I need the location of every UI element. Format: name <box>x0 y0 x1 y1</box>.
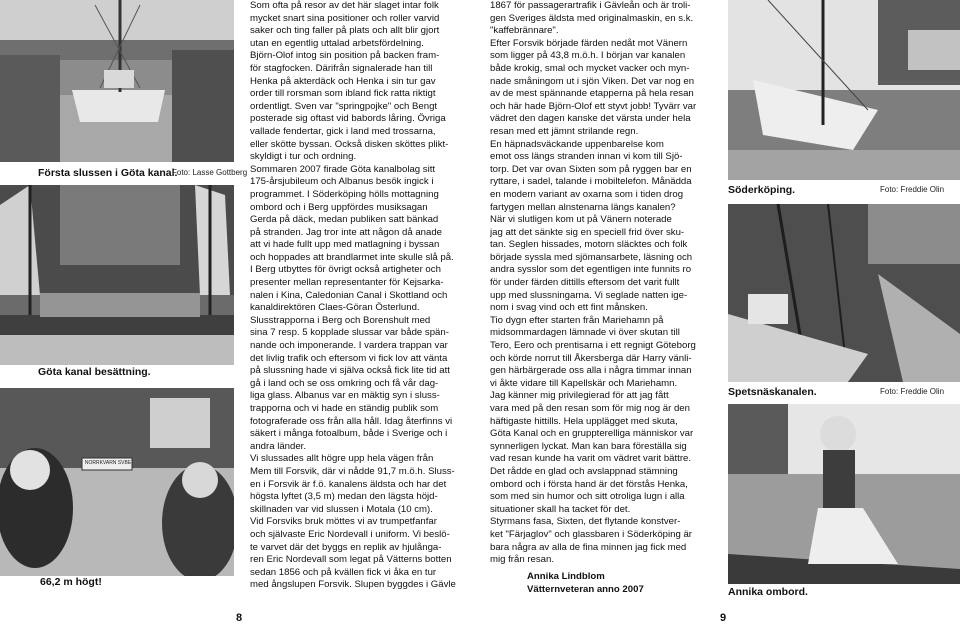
text-line: Mem till Forsvik, där vi nådde 91,7 m.ö.h. Sluss- <box>250 465 455 477</box>
caption-soderkoping: Söderköping. <box>728 184 796 196</box>
text-line: vara med på den resan som för mig nog är den <box>490 403 690 414</box>
text-line: En häpnadsväckande uppenbarelse kom <box>490 138 664 150</box>
photo-first-lock <box>0 0 234 162</box>
caption-first-lock: Första slussen i Göta kanal. <box>38 167 178 179</box>
text-line: te varvet där det byggs en replik av hjulånga- <box>250 541 442 553</box>
text-line: med ångslupen Forsvik. Slupen byggdes i Gävle <box>250 579 456 591</box>
text-line: ombord och i Berg uppfördes musiksagan <box>250 201 428 213</box>
text-line: Som ofta på resor av det här slaget intar folk <box>250 0 439 11</box>
text-line: Styrmans fasa, Sixten, det flytande konstver- <box>490 516 681 528</box>
text-column-left <box>250 0 472 592</box>
text-line: ombord och i första hand är det förstås Henka, <box>490 478 688 490</box>
text-line: och självaste Eric Nordevall i uniform. Vi beslö- <box>250 528 450 540</box>
signature-title: Vätternveteran anno 2007 <box>527 583 644 595</box>
photo-soderkoping <box>728 0 960 180</box>
text-line: "kaffebrännare". <box>490 25 559 37</box>
text-line: kanaldirektören Claes-Göran Österlund. <box>250 302 420 314</box>
text-line: säkert i många fotoalbum, både i Sverige och i <box>250 428 448 440</box>
text-line: andra sysslor som det egentligen inte funnits ro <box>490 264 692 276</box>
text-line: vädret den dagen kanske det värsta under hela <box>490 113 691 125</box>
text-line: fotograferade oss från alla håll. Idag återfinns vi <box>250 415 453 427</box>
text-line: andra länder. <box>250 440 307 452</box>
text-line: sina 7 resp. 5 kopplade slussar var både spän- <box>250 327 449 339</box>
text-line: vallade fendertar, gick i land med trossarna, <box>250 125 436 137</box>
text-line: skyldigt i tur och ordning. <box>250 151 357 163</box>
canal-sign-text: NORRKVARN SVBE <box>84 460 132 466</box>
text-line: ordentligt. Sven var "springpojke" och Bengt <box>250 100 438 112</box>
text-line: Slusstrapporna i Berg och Borenshult med <box>250 314 431 326</box>
text-line: började syssla med sjömansarbete, läsning och <box>490 251 693 263</box>
text-line: utan en egentlig uttalad arbetsfördelning. <box>250 37 424 49</box>
text-column-right <box>490 0 716 567</box>
text-line: midsommardagen lämnade vi över skutan till <box>490 327 680 339</box>
photo-annika <box>728 404 960 584</box>
text-line: som ligger på 43,8 m.ö.h. I början var kanalen <box>490 50 686 62</box>
text-line: Björn-Olof intog sin position på backen fram- <box>250 50 440 62</box>
text-line: nade småningom ut i sjön Viken. Det var nog en <box>490 75 695 87</box>
text-line: både krokig, smal och mycket vacker och myn- <box>490 62 690 74</box>
page-number-left: 8 <box>236 612 243 624</box>
credit-spetsnas: Foto: Freddie Olin <box>880 387 945 396</box>
text-line: 175-årsjubileum och Albanus besök ingick i <box>250 176 434 188</box>
signature-block <box>527 571 727 596</box>
credit-soderkoping: Foto: Freddie Olin <box>880 185 945 194</box>
text-line: Det rådde en glad och avslappnad stämning <box>490 465 678 477</box>
text-line: Jag känner mig privilegierad för att jag fått <box>490 390 669 402</box>
text-line: gen Sveriges äldsta med originalmaskin, en s.k. <box>490 12 694 24</box>
text-line: 1867 för passagerartrafik i Gävleån och är troli- <box>490 0 691 11</box>
text-line: När vi slutligen kom ut på Vänern noterade <box>490 214 672 226</box>
text-line: programmet. I Söderköping hölls mottagning <box>250 188 439 200</box>
caption-crew: Göta kanal besättning. <box>38 366 151 378</box>
text-line: och här hade Björn-Olof ett styvt jobb! Tyvärr var <box>490 100 697 112</box>
text-line: Efter Forsvik började färden nedåt mot Vänern <box>490 37 688 49</box>
text-line: vi åkte vidare till Kapellskär och Mariehamn. <box>490 377 678 389</box>
photo-height <box>0 388 234 576</box>
text-line: saker och ting faller på plats och allt blir gjort <box>250 25 440 37</box>
text-line: trapporna och vi hade en ständig publik som <box>250 403 439 414</box>
text-line: Gerda på däck, medan publiken satt bänkad <box>250 214 439 226</box>
text-line: bara några av alla de fina minnen jag fick med <box>490 541 687 553</box>
text-line: och körde norrut till Åkersberga där Harry vänli- <box>490 352 692 364</box>
text-line: nom i svag vind och ett fint månsken. <box>490 302 648 314</box>
text-line: mycket snart sina positioner och roller varvid <box>250 12 440 24</box>
text-line: Henka på akterdäck och Henka i sin tur gav <box>250 75 436 87</box>
text-line: för stagfocken. Därifrån signalerade han till <box>250 62 433 74</box>
text-line: resan med ett jämnt strilande regn. <box>490 125 639 137</box>
text-line: och hoppades att brandlarmet inte skulle slå på. <box>250 251 454 263</box>
text-line: fartygen mellan alnstenarna längs kanalen? <box>490 201 676 213</box>
text-line: Göta Kanal och en gruppterelliga människor var <box>490 428 694 440</box>
text-line: mig från resan. <box>490 554 554 566</box>
text-line: ket "Färjaglov" och glassbaren i Söderköping är <box>490 528 692 540</box>
text-line: torp. Det var ovan Sixten som på ryggen bar en <box>490 163 692 175</box>
caption-height: 66,2 m högt! <box>40 576 102 588</box>
text-line: tan. Seglen hissades, motorn släcktes och folk <box>490 239 688 251</box>
text-line: order till rorsman som ibland fick ratta riktigt <box>250 88 436 100</box>
page-number-right: 9 <box>720 612 727 624</box>
text-line: nande och imponerande. I vardera trappan var <box>250 340 448 352</box>
text-line: häftigaste hittills. Hela upplägget med skuta, <box>490 415 678 427</box>
text-line: högsta lyftet (3,5 m) medan den lägsta höjd- <box>250 491 438 503</box>
caption-annika: Annika ombord. <box>728 586 808 598</box>
text-line: eller skötte byssan. Också disken sköttes plikt- <box>250 138 449 150</box>
text-line: ren Eric Nordevall som legat på Vätterns botten <box>250 554 452 566</box>
text-line: en i Forsvik är f.ö. kanalens äldsta och har det <box>250 478 447 490</box>
text-line: Vi slussades allt högre upp hela vägen från <box>250 453 434 465</box>
text-line: nalen i Kina, Caledonian Canal i Skottland och <box>250 289 448 301</box>
text-line: vad resan kunde ha varit om vädret varit bättre. <box>490 453 692 465</box>
photo-crew <box>0 185 234 365</box>
text-line: situationer skall ha tacket för det. <box>490 503 631 515</box>
text-line: I Berg utbyttes för övrigt också artigheter och <box>250 264 441 276</box>
text-line: Vid Forsviks bruk möttes vi av trumpetfanfar <box>250 516 437 528</box>
text-line: jag att det sänkte sig en speciell frid över sku- <box>490 226 685 238</box>
text-line: att vi hade fullt upp med matlagning i byssan <box>250 239 440 251</box>
text-line: Tio dygn efter starten från Mariehamn på <box>490 314 664 326</box>
text-line: presenter mellan representanter för Kejsarka- <box>250 277 444 289</box>
signature-name: Annika Lindblom <box>527 571 605 582</box>
text-line: gå i land och se oss omkring och få vår dag- <box>250 377 439 389</box>
caption-spetsnas: Spetsnäskanalen. <box>728 386 817 398</box>
text-line: upp med slussningarna. Vi seglade natten ige- <box>490 289 688 301</box>
text-line: sedan 1856 och på kvällen fick vi åka en tur <box>250 566 437 578</box>
text-line: av de mest spännande etapperna på hela resan <box>490 88 694 100</box>
text-line: på slussning hade vi själva också fick lite tid att <box>250 365 450 377</box>
text-line: gen härbärgerade oss alla i några timmar innan <box>490 365 692 377</box>
photo-spetsnas <box>728 204 960 382</box>
text-line: skillnaden var vid slussen i Motala (10 cm). <box>250 503 433 515</box>
text-line: Sommaren 2007 firade Göta kanalbolag sitt <box>250 163 436 175</box>
credit-first-lock: Foto: Lasse Gottberg <box>172 168 248 177</box>
text-line: liga glass. Albanus var en mäktig syn i sluss- <box>250 390 440 402</box>
text-line: för under färden dittills eftersom det varit fullt <box>490 277 680 289</box>
text-line: ryttare, i sadel, talande i mobiltelefon. Månädda <box>490 176 692 188</box>
text-line: emot oss längs stranden innan vi kom till Sjö- <box>490 151 683 163</box>
text-line: som med sin humor och sitt otroliga lugn i alla <box>490 491 685 503</box>
text-line: en modern variant av oxarna som i tiden drog <box>490 188 684 200</box>
text-line: Tero, Eero och prentisarna i ett regnigt Göteborg <box>490 340 696 352</box>
text-line: det livlig trafik och eftersom vi fick lov att vänta <box>250 352 448 364</box>
text-line: synnerligen lyckat. Man kan bara föreställa sig <box>490 440 687 452</box>
text-line: på stranden. Jag tror inte att någon då anade <box>250 226 443 238</box>
text-line: posterade sig oftast vid babords låring. Övriga <box>250 113 446 125</box>
